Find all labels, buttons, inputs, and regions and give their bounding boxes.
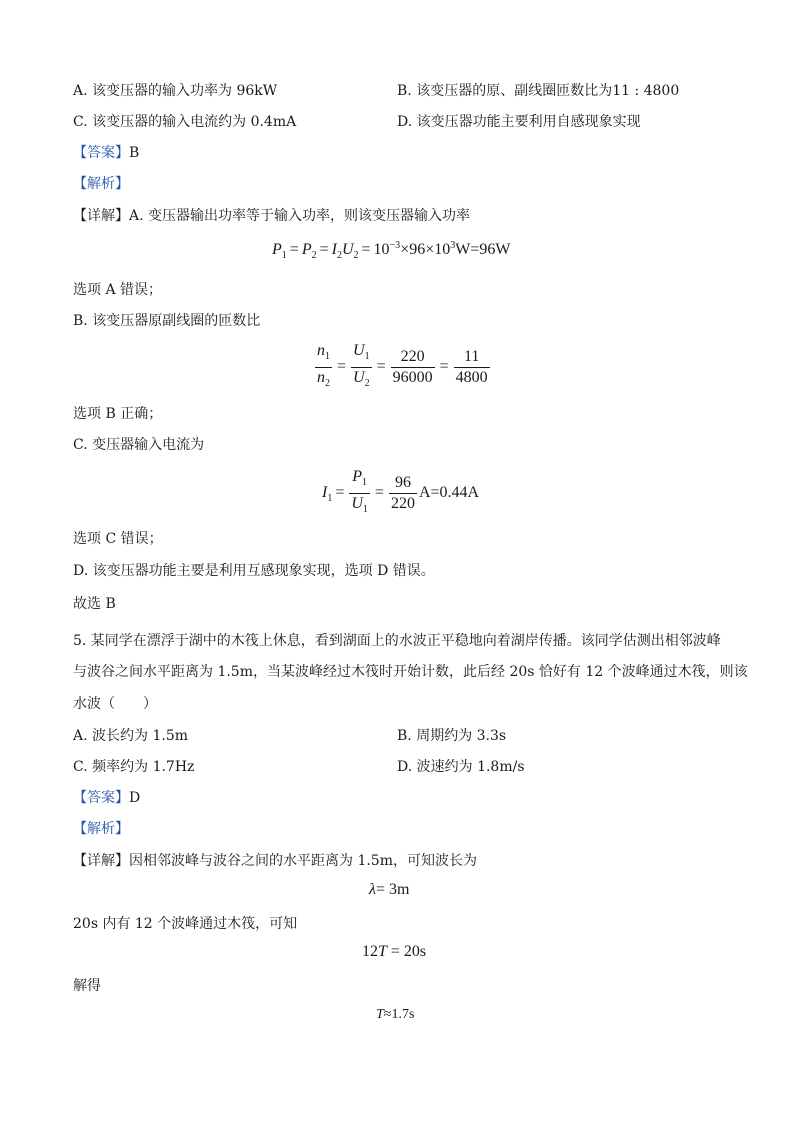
equation-power: $P_1 = P_2 = I_2U_2 = 10^{-3}\times 96\times 10^3W=96W$ — [272, 240, 511, 261]
q4-detail-line — [73, 206, 470, 226]
answer-tag: 【答案】 — [73, 145, 129, 161]
detail-tag: 【详解】 — [73, 853, 129, 869]
q4-option-b: B. 该变压器的原、副线圈匝数比为11 : 4800 — [397, 83, 680, 99]
detail-intro: 因相邻波峰与波谷之间的水平距离为 1.5m，可知波长为 — [129, 853, 477, 869]
frac-220-96000: $\frac{220}{96000}$ — [392, 348, 433, 386]
q4-c-intro: C. 变压器输入电流为 — [73, 437, 205, 453]
analysis-tag: 【解析】 — [73, 821, 129, 837]
answer-tag: 【答案】 — [73, 790, 129, 806]
q4-b-right: 选项 B 正确； — [73, 406, 163, 422]
equation-period: 12T = 20s — [362, 943, 427, 960]
equation-turns-ratio: $\frac{n_1}{n_2}$ = $\frac{U_1}{U_2}$ = $\frac{220}{96000}$ = $\frac{11}{4800}$ — [313, 342, 492, 393]
q5-stem-line-2: 与波谷之间水平距离为 1.5m，当某波峰经过木筏时开始计数，此后经 20s 恰好有 12 个波峰通过木筏，则该 — [73, 664, 748, 680]
answer-value: B — [129, 145, 140, 161]
frac-u1-u2: $\frac{U_1}{U_2}$ — [353, 342, 370, 389]
q5-option-b: B. 周期约为 3.3s — [397, 728, 507, 744]
q4-option-a: A. 该变压器的输入功率为 96kW — [73, 83, 278, 99]
q5-line-2: 20s 内有 12 个波峰通过木筏，可知 — [73, 916, 298, 932]
q4-a-wrong: 选项 A 错误； — [73, 282, 163, 298]
frac-11-4800: $\frac{11}{4800}$ — [455, 348, 488, 386]
q5-solve: 解得 — [73, 978, 101, 994]
q5-stem-line-3: 水波（ ） — [73, 696, 157, 712]
equation-current: $I_1$ = $\frac{P_1}{U_1}$ = $\frac{96}{220}$ A=0.44A — [322, 468, 479, 519]
frac-n1-n2: $\frac{n_1}{n_2}$ — [317, 342, 330, 389]
answer-value: D — [129, 790, 141, 806]
q4-option-d: D. 该变压器功能主要利用自感现象实现 — [397, 114, 641, 130]
q4-c-wrong: 选项 C 错误； — [73, 531, 163, 547]
q5-option-a: A. 波长约为 1.5m — [73, 728, 189, 744]
q4-d-text: D. 该变压器功能主要是利用互感现象实现，选项 D 错误。 — [73, 563, 435, 579]
detail-intro: A. 变压器输出功率等于输入功率，则该变压器输入功率 — [129, 208, 471, 224]
q5-answer-line — [73, 788, 140, 808]
frac-96-220: $\frac{96}{220}$ — [390, 474, 415, 512]
detail-tag: 【详解】 — [73, 208, 129, 224]
q4-answer-line — [73, 143, 139, 163]
q5-detail-line — [73, 851, 477, 871]
q4-conclusion: 故选 B — [73, 596, 116, 612]
analysis-tag: 【解析】 — [73, 176, 129, 192]
q5-option-c: C. 频率约为 1.7Hz — [73, 759, 195, 775]
q4-option-c: C. 该变压器的输入电流约为 0.4mA — [73, 114, 297, 130]
q5-option-d: D. 波速约为 1.8m/s — [397, 759, 525, 775]
frac-p1-u1: $\frac{P_1}{U_1}$ — [351, 468, 368, 515]
equation-period-result: T≈1.7s — [376, 1007, 415, 1022]
q4-analysis-tag — [73, 174, 129, 194]
q5-stem-line-1: 5. 某同学在漂浮于湖中的木筏上休息，看到湖面上的水波正平稳地向着湖岸传播。该同学估测出相邻波峰 — [73, 633, 721, 649]
equation-wavelength: λ= 3m — [369, 881, 410, 898]
q5-analysis-tag — [73, 819, 129, 839]
q4-b-intro: B. 该变压器原副线圈的匝数比 — [73, 313, 261, 329]
